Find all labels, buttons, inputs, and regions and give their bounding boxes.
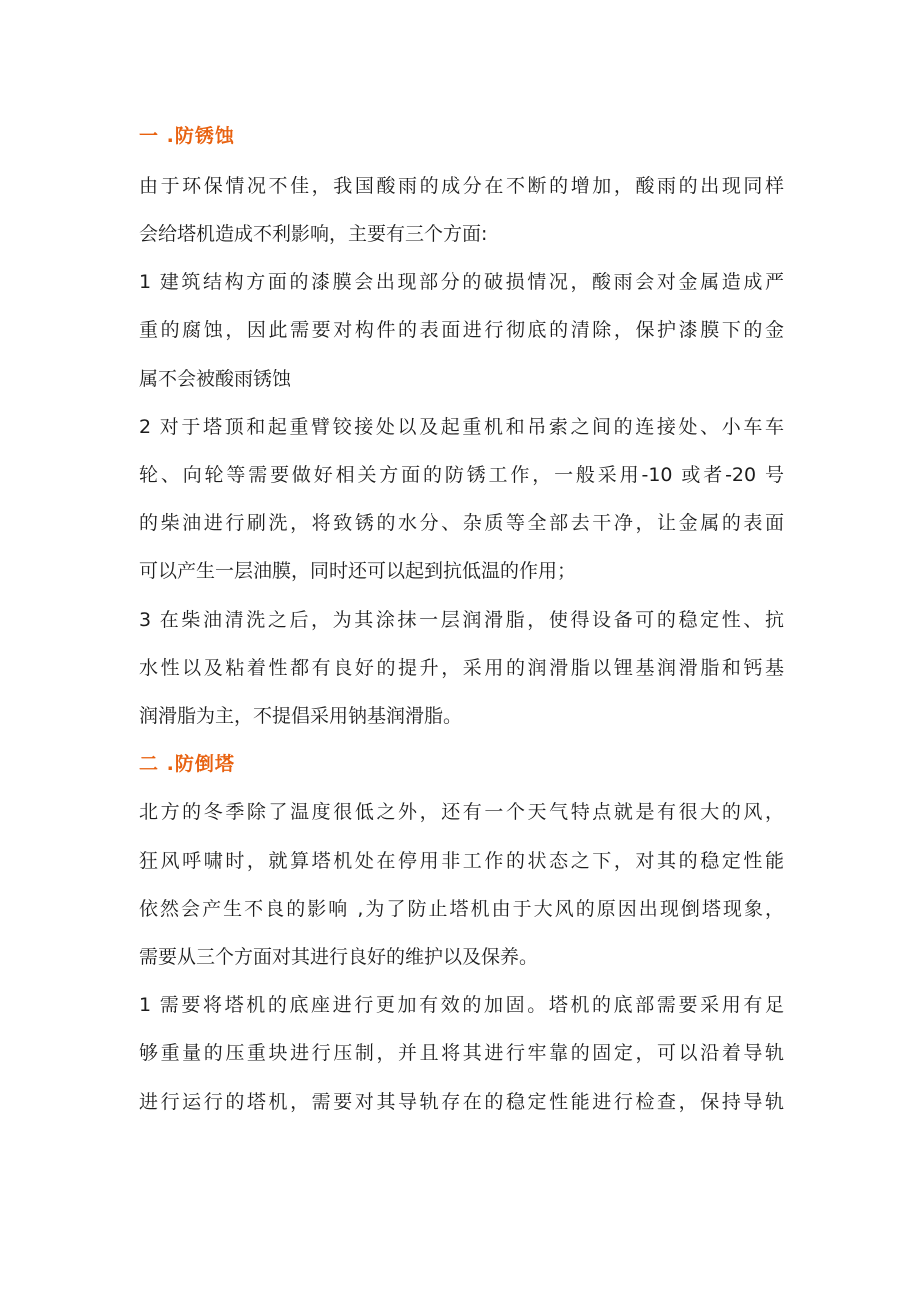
- paragraph-line: 2 对于塔顶和起重臂铰接处以及起重机和吊索之间的连接处、小车车: [139, 416, 784, 438]
- paragraph-line: 1 需要将塔机的底座进行更加有效的加固。塔机的底部需要采用有足: [139, 994, 784, 1016]
- paragraph-line: 1 建筑结构方面的漆膜会出现部分的破损情况，酸雨会对金属造成严: [139, 271, 784, 293]
- paragraph-line: 轮、向轮等需要做好相关方面的防锈工作，一般采用-10 或者-20 号: [139, 464, 784, 486]
- paragraph-line: 可以产生一层油膜，同时还可以起到抗低温的作用；: [139, 560, 577, 582]
- section-heading: 一 .防锈蚀: [139, 125, 235, 147]
- paragraph-line: 的柴油进行刷洗，将致锈的水分、杂质等全部去干净，让金属的表面: [139, 512, 784, 534]
- paragraph-line: 狂风呼啸时，就算塔机处在停用非工作的状态之下，对其的稳定性能: [139, 850, 784, 872]
- paragraph-line: 北方的冬季除了温度很低之外，还有一个天气特点就是有很大的风，: [139, 801, 784, 823]
- section-heading: 二 .防倒塔: [139, 753, 235, 775]
- paragraph-line: 润滑脂为主，不提倡采用钠基润滑脂。: [139, 705, 463, 727]
- paragraph-line: 重的腐蚀，因此需要对构件的表面进行彻底的清除，保护漆膜下的金: [139, 319, 784, 341]
- paragraph-line: 够重量的压重块进行压制，并且将其进行牢靠的固定，可以沿着导轨: [139, 1042, 784, 1064]
- paragraph-line: 属不会被酸雨锈蚀: [139, 368, 292, 390]
- paragraph-line: 由于环保情况不佳，我国酸雨的成分在不断的增加，酸雨的出现同样: [139, 175, 784, 197]
- paragraph-line: 依然会产生不良的影响 ,为了防止塔机由于大风的原因出现倒塔现象，: [139, 898, 784, 920]
- paragraph-line: 进行运行的塔机，需要对其导轨存在的稳定性能进行检查，保持导轨: [139, 1091, 784, 1113]
- paragraph-line: 会给塔机造成不利影响，主要有三个方面:: [139, 223, 488, 245]
- paragraph-line: 3 在柴油清洗之后，为其涂抹一层润滑脂，使得设备可的稳定性、抗: [139, 609, 784, 631]
- paragraph-line: 水性以及粘着性都有良好的提升，采用的润滑脂以锂基润滑脂和钙基: [139, 657, 784, 679]
- paragraph-line: 需要从三个方面对其进行良好的维护以及保养。: [139, 946, 539, 968]
